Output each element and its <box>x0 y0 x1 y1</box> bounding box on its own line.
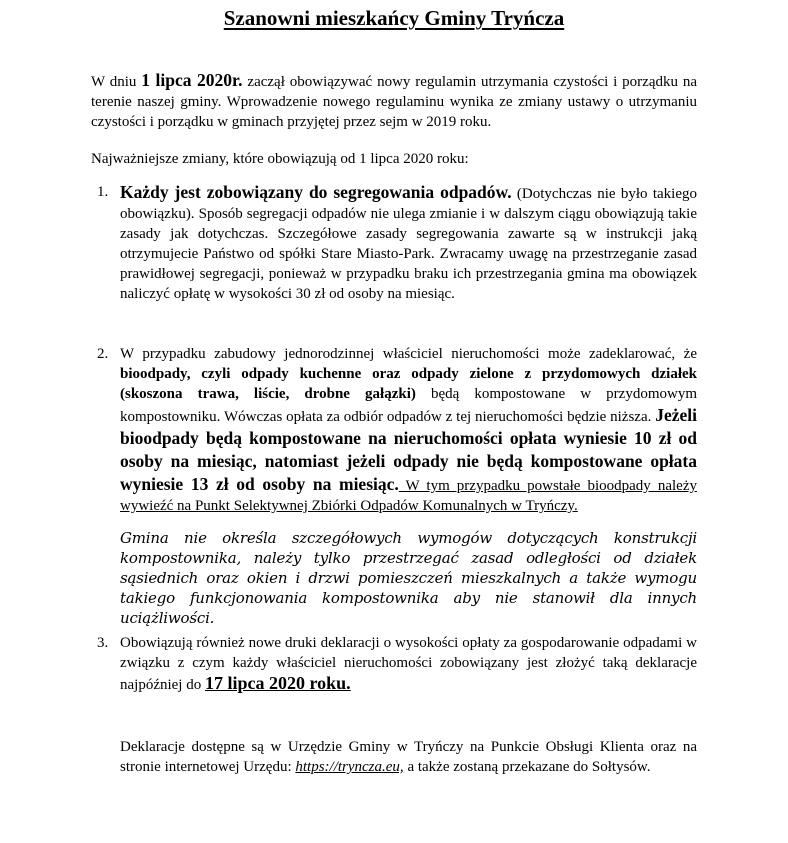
item-text: (Dotychczas nie było takiego obowiązku). Sposób segregacji odpadów nie ulega zmianie i w dalszym ciągu obowiązują takie zasady jak dotychczas. Szczegółowe zasady segregowania zawarte są w instrukcji jaką otrzymujecie Państwo od spółki Stare Miasto-Park. Zwracamy uwagę na przestrzeganie zasad prawidłowej segregacji, ponieważ w przypadku braku ich przestrzegania gmina ma obowiązek naliczyć opłatę w wysokości 30 zł od osoby na miesiąc. <box>120 186 697 302</box>
item-body <box>120 182 697 304</box>
item-body <box>120 344 697 516</box>
item-text: Obowiązują również nowe druki deklaracji o wysokości opłaty za gospodarowanie odpadami w związku z czym każdy właściciel nieruchomości zobowiązany jest złożyć taką deklaracje najpóźniej do <box>120 635 697 693</box>
intro-text-pre: W dniu <box>91 74 142 90</box>
item-number: 1. <box>97 184 109 200</box>
item-text-a: W przypadku zabudowy jednorodzinnej właściciel nieruchomości może zadeklarować, że <box>120 346 697 362</box>
item-text-b: będą kompostowane w przydomowym kompostowniku. Wówczas opłata za odbiór odpadów z tej nieruchomości będzie niższa. <box>120 386 697 425</box>
fee-statement: Jeżeli bioodpady będą kompostowane na nieruchomości opłata wyniesie 10 zł od osoby na miesiąc, natomiast jeżeli odpady nie będą kompostowane opłata wyniesie 13 zł od osoby na miesiąc. <box>120 405 697 494</box>
intro-date: 1 lipca 2020r. <box>141 70 243 90</box>
deadline-date: 17 lipca 2020 roku. <box>204 673 351 693</box>
closing-paragraph <box>120 737 697 777</box>
website-link[interactable]: https://tryncza.eu, <box>295 759 404 775</box>
closing-text-pre: Deklaracje dostępne są w Urzędzie Gminy w Tryńczy na Punkcie Obsługi Klienta oraz na stronie internetowej Urzędu: <box>120 739 697 775</box>
list-item <box>91 633 697 695</box>
item-number: 3. <box>97 635 109 651</box>
document-title: Szanowni mieszkańcy Gminy Tryńcza <box>223 6 565 30</box>
changes-lead: Najważniejsze zmiany, które obowiązują od 1 lipca 2020 roku: <box>91 151 469 167</box>
list-item <box>91 182 697 304</box>
item-number: 2. <box>97 346 109 362</box>
composter-note: Gmina nie określa szczegółowych wymogów dotyczących konstrukcji kompostownika, należy tylko przestrzegać zasad odległości od działek sąsiednich oraz okien i drzwi pomieszczeń mieszkalnych a także wymogu takiego funkcjonowania kompostownika aby nie stanowił dla innych uciążliwości. <box>120 529 697 627</box>
item-body <box>120 633 697 695</box>
closing-text-post: a także zostaną przekazane do Sołtysów. <box>403 759 651 775</box>
list-item <box>91 344 697 628</box>
intro-text-post: zaczął obowiązywać nowy regulamin utrzymania czystości i porządku na terenie naszej gminy. Wprowadzenie nowego regulaminu wynika ze zmiany ustawy o utrzymaniu czystości i porządku w gminach przyjętej przez sejm w 2019 roku. <box>91 74 698 130</box>
intro-paragraph <box>91 70 697 132</box>
item-heading: Każdy jest zobowiązany do segregowania odpadów. <box>120 182 512 202</box>
bioodpady-definition: bioodpady, czyli odpady kuchenne oraz odpady zielone z przydomowych działek (skoszona trawa, liście, drobne gałązki) <box>120 366 697 402</box>
pszok-note: W tym przypadku powstałe bioodpady należy wywieźć na Punkt Selektywnej Zbiórki Odpadów Komunalnych w Tryńczy. <box>120 478 697 514</box>
